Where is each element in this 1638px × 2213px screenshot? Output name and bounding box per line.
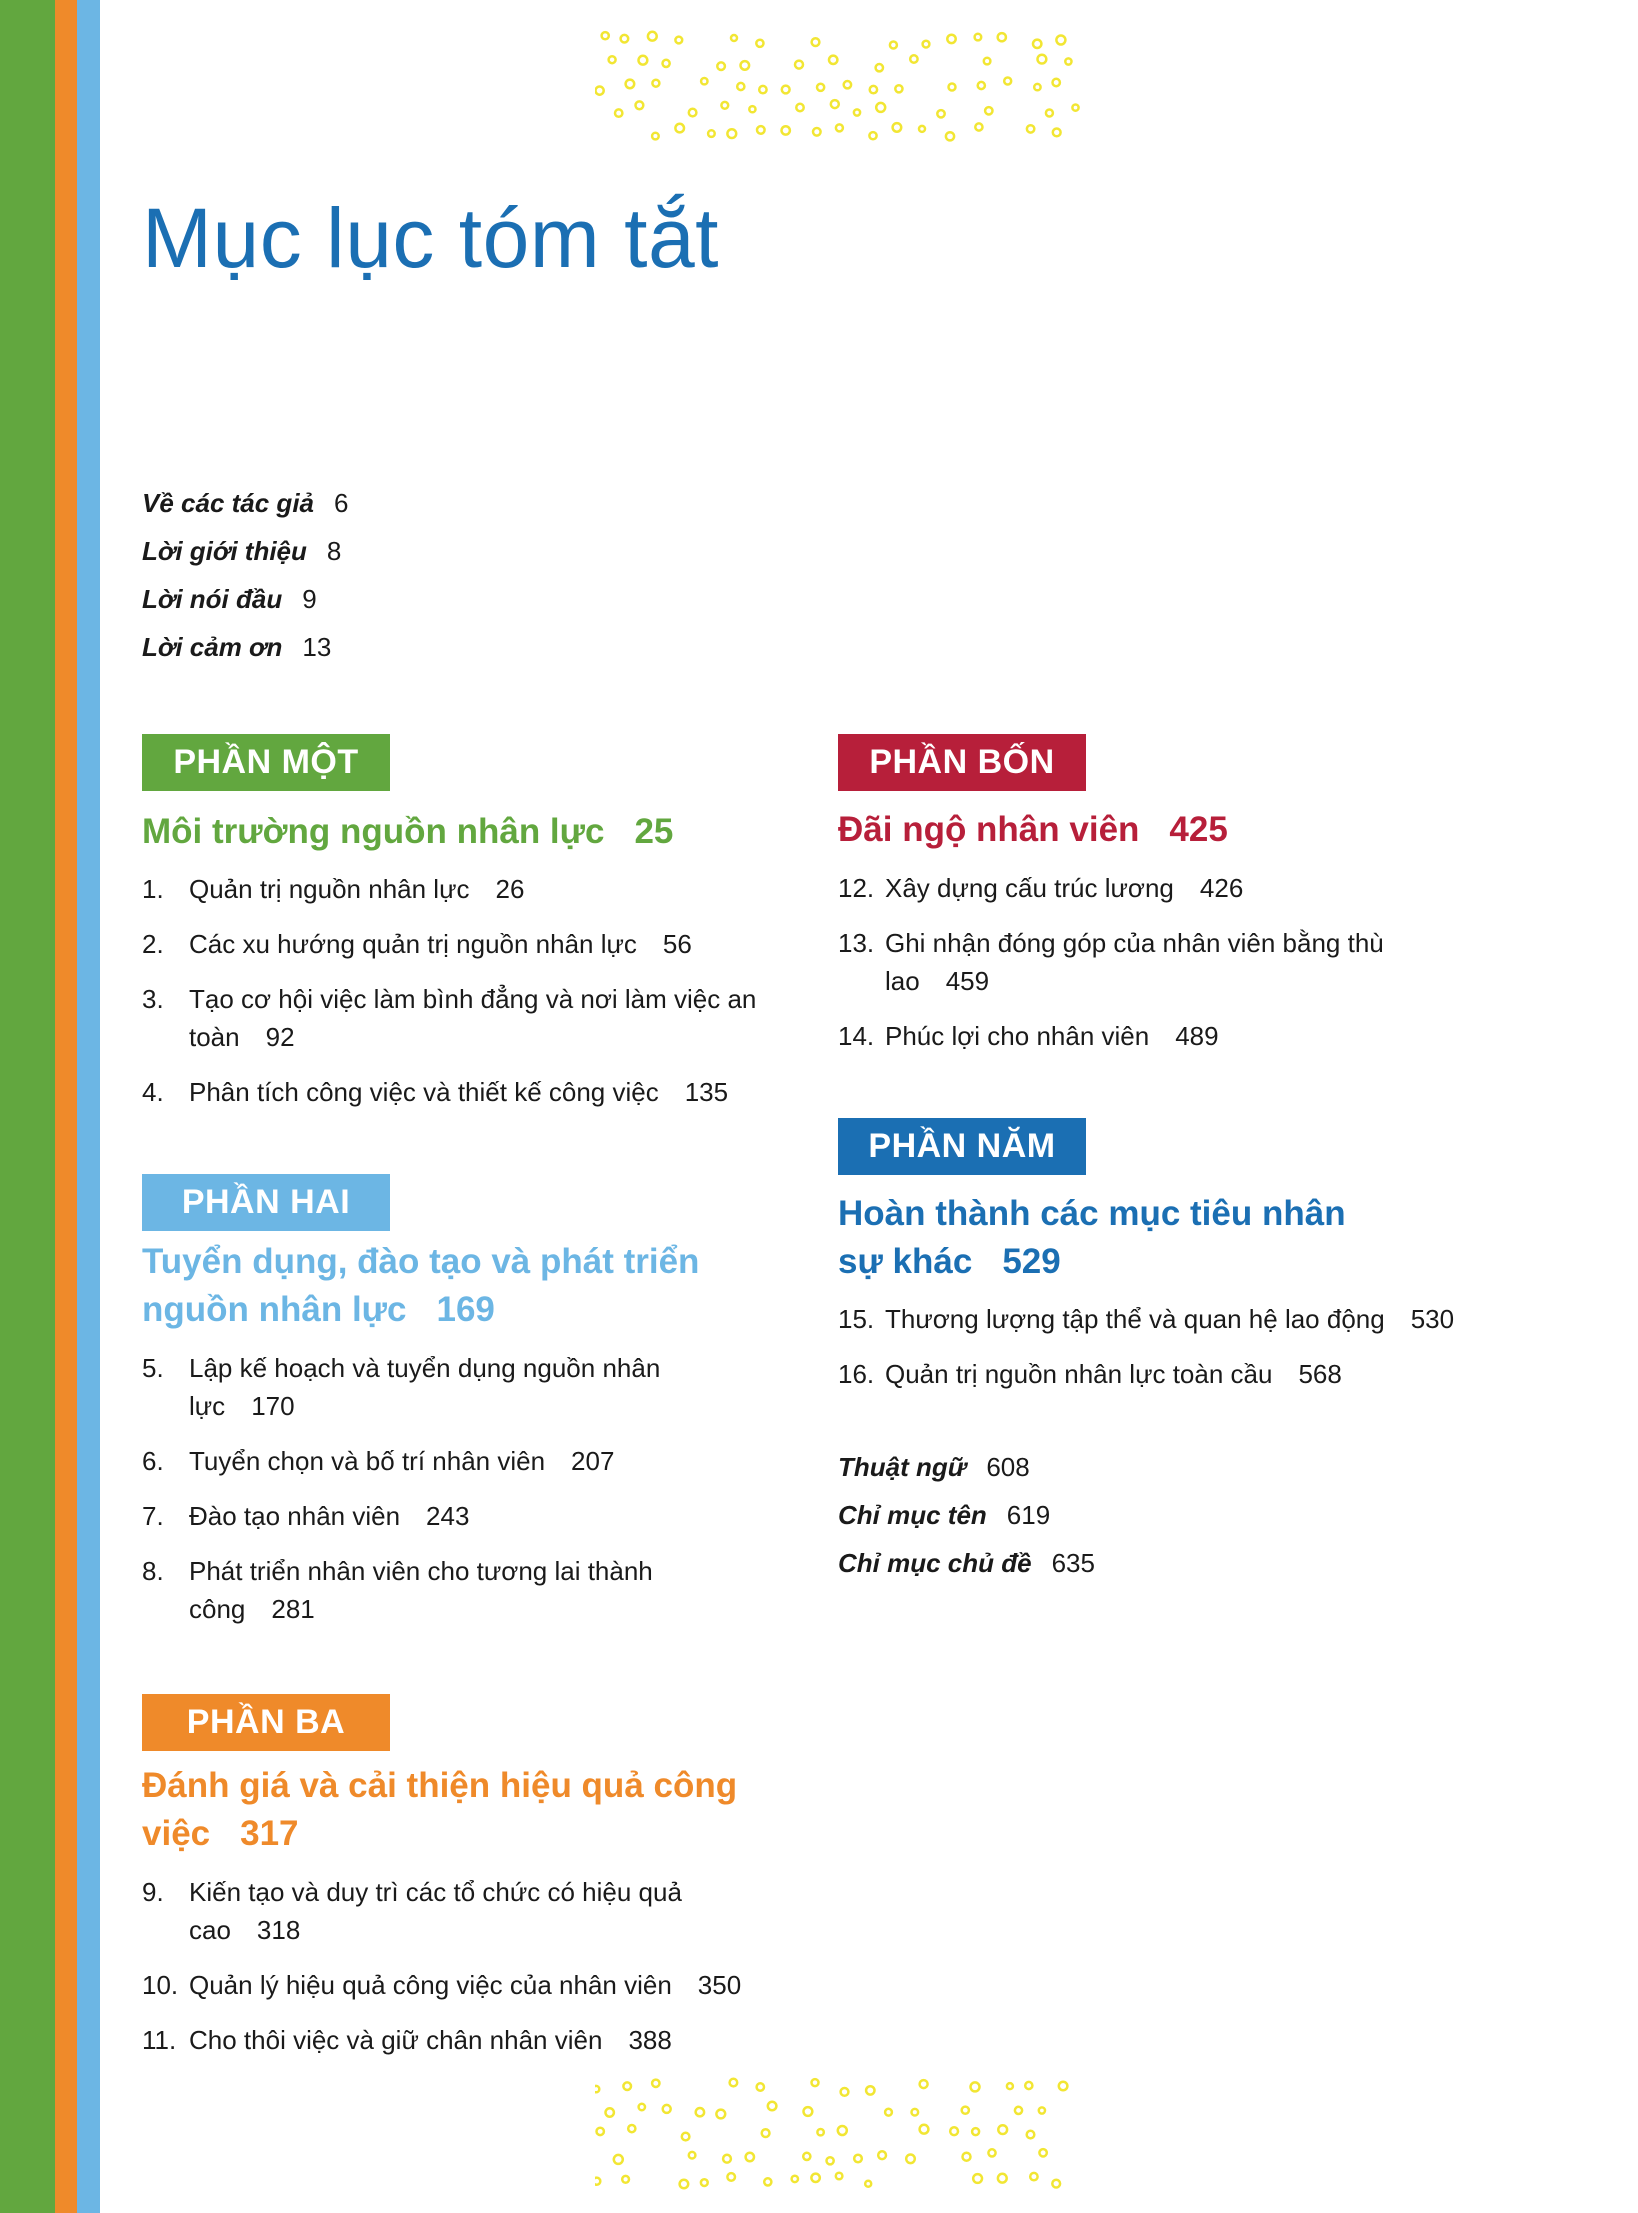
part-four-heading[interactable] (838, 806, 1458, 854)
decorative-dot (975, 34, 982, 41)
decorative-dot (602, 32, 609, 39)
decorative-dot (626, 80, 635, 89)
decorative-dot (792, 2176, 798, 2182)
decorative-dot (920, 2125, 929, 2134)
decorative-dot (1053, 79, 1060, 86)
decorative-dot (972, 2128, 979, 2135)
decorative-dot (606, 2108, 614, 2116)
decorative-dot (1059, 2082, 1068, 2091)
part-heading-page: 425 (1169, 810, 1228, 849)
entry-label: Chỉ mục chủ đề (838, 1548, 1032, 1578)
chapter-number: 2. (142, 929, 164, 959)
decorative-dot (648, 32, 657, 41)
decorative-dot (838, 2126, 847, 2135)
chapter-item[interactable] (142, 980, 809, 1056)
chapter-number: 9. (142, 1877, 164, 1907)
front-matter-item[interactable] (142, 630, 348, 678)
decorative-dot (675, 37, 682, 44)
decorative-dot (813, 128, 821, 136)
part-two-badge: PHẦN HAI (142, 1174, 390, 1231)
part-heading-page: 317 (240, 1814, 299, 1853)
decorative-dot (595, 2178, 600, 2185)
decorative-dot (782, 86, 790, 94)
decorative-dot (1034, 84, 1040, 90)
chapter-item[interactable] (838, 1017, 1438, 1055)
chapter-page: 281 (271, 1594, 315, 1624)
chapter-title: Các xu hướng quản trị nguồn nhân lực (189, 929, 637, 959)
chapter-item[interactable] (838, 1355, 1518, 1393)
decorative-dot (701, 78, 707, 84)
decorative-dot (812, 38, 820, 46)
decorative-dot (912, 2109, 919, 2116)
decorative-dot (731, 35, 737, 41)
part-heading-text: Đánh giá và cải thiện hiệu quả công việc (142, 1766, 738, 1853)
part-five-badge: PHẦN NĂM (838, 1118, 1086, 1175)
entry-page: 9 (302, 584, 317, 614)
decorative-dot (675, 124, 684, 133)
decorative-dot (1053, 129, 1061, 137)
decorative-dot (730, 2079, 738, 2087)
decorative-dot (1072, 105, 1078, 111)
decorative-dot (812, 2079, 819, 2086)
decorative-dot (762, 2129, 770, 2137)
decorative-dot (721, 102, 728, 109)
chapter-page: 243 (426, 1501, 470, 1531)
chapter-item[interactable] (142, 1966, 822, 2004)
entry-label: Thuật ngữ (838, 1452, 967, 1482)
part-three-heading[interactable] (142, 1762, 742, 1858)
decorative-dot (854, 2155, 862, 2163)
decorative-dot (639, 2104, 645, 2110)
decorative-dot (615, 109, 622, 116)
decorative-dot (756, 40, 763, 47)
entry-page: 619 (1006, 1500, 1051, 1530)
chapter-page: 92 (265, 1022, 295, 1052)
decorative-dot (949, 84, 956, 91)
chapter-title: Đào tạo nhân viên (189, 1501, 401, 1531)
chapter-title: Tạo cơ hội việc làm bình đẳng và nơi làm việc an toàn (189, 984, 757, 1052)
chapter-title: Tuyển chọn và bố trí nhân viên (189, 1446, 546, 1476)
chapter-number: 10. (142, 1970, 179, 2000)
decorative-dot (1038, 55, 1047, 64)
decorative-dot (971, 2082, 980, 2091)
decorative-dot (609, 56, 616, 63)
decorative-dot (595, 2086, 599, 2092)
green-side-stripe (0, 0, 55, 2213)
chapter-title: Phát triển nhân viên cho tương lai thành công (189, 1556, 653, 1624)
chapter-item[interactable] (838, 869, 1438, 907)
chapter-page: 388 (628, 2025, 672, 2055)
chapter-item[interactable] (142, 870, 802, 908)
chapter-number: 3. (142, 984, 164, 1014)
decorative-dot (639, 56, 648, 65)
chapter-title: Quản trị nguồn nhân lực (189, 874, 470, 904)
decorative-dot (717, 62, 725, 70)
decorative-dot (827, 2157, 834, 2164)
part-heading-text: Môi trường nguồn nhân lực (142, 812, 605, 851)
decorative-dot (757, 2083, 764, 2090)
part-heading-text: Hoàn thành các mục tiêu nhân sự khác (838, 1194, 1346, 1281)
chapter-item[interactable] (142, 1442, 742, 1480)
decorative-dot (937, 110, 944, 117)
front-matter-item[interactable] (142, 582, 348, 630)
decorative-dot (829, 56, 837, 64)
decorative-dot (978, 82, 985, 89)
decorative-dot (741, 61, 750, 70)
chapter-page: 207 (571, 1446, 615, 1476)
part-two-heading[interactable] (142, 1238, 762, 1334)
decorative-dot (663, 2105, 671, 2113)
decorative-dot (1030, 2173, 1037, 2180)
decorative-dot (998, 2125, 1007, 2134)
chapter-page: 56 (662, 929, 692, 959)
part-five-chapters (838, 1300, 1518, 1410)
decorative-dot (1007, 2083, 1013, 2089)
decorative-dot (1027, 125, 1034, 132)
top-dot-pattern (595, 30, 1085, 148)
chapter-item[interactable] (142, 1497, 742, 1535)
decorative-dot (746, 2153, 754, 2161)
decorative-dot (768, 2102, 777, 2111)
chapter-title: Phúc lợi cho nhân viên (885, 1021, 1150, 1051)
part-heading-page: 25 (634, 812, 674, 851)
decorative-dot (708, 130, 715, 137)
decorative-dot (988, 2149, 995, 2156)
chapter-item[interactable] (838, 1300, 1518, 1338)
decorative-dot (975, 123, 982, 130)
decorative-dot (727, 2173, 735, 2181)
decorative-dot (663, 60, 670, 67)
chapter-title: Thương lượng tập thể và quan hệ lao động (885, 1304, 1385, 1334)
decorative-dot (876, 103, 885, 112)
chapter-page: 135 (684, 1077, 729, 1107)
chapter-page: 568 (1298, 1359, 1342, 1389)
decorative-dot (696, 2108, 704, 2116)
chapter-item[interactable] (142, 1349, 709, 1425)
chapter-number: 13. (838, 928, 875, 958)
chapter-page: 530 (1410, 1304, 1455, 1334)
part-two-chapters (142, 1349, 742, 1645)
decorative-dot (811, 2174, 819, 2182)
chapter-page: 350 (697, 1970, 742, 2000)
entry-label: Lời nói đầu (142, 584, 283, 614)
decorative-dot (689, 2152, 696, 2159)
orange-side-stripe (55, 0, 77, 2213)
decorative-dot (836, 2173, 843, 2180)
decorative-dot (636, 101, 644, 109)
part-one-badge: PHẦN MỘT (142, 734, 390, 791)
decorative-dot (597, 2128, 604, 2135)
front-matter-list (142, 486, 348, 678)
decorative-dot (817, 84, 824, 91)
decorative-dot (628, 2125, 635, 2132)
decorative-dot (652, 133, 659, 140)
chapter-number: 11. (142, 2025, 177, 2055)
decorative-dot (895, 85, 902, 92)
decorative-dot (919, 126, 925, 132)
chapter-number: 12. (838, 873, 875, 903)
decorative-dot (870, 86, 877, 93)
chapter-item[interactable] (142, 1873, 709, 1949)
chapter-title: Phân tích công việc và thiết kế công việc (189, 1077, 659, 1107)
chapter-number: 4. (142, 1077, 164, 1107)
part-three-badge: PHẦN BA (142, 1694, 390, 1751)
decorative-dot (817, 2129, 823, 2135)
decorative-dot (950, 2127, 958, 2135)
decorative-dot (759, 86, 766, 93)
entry-label: Chỉ mục tên (838, 1500, 987, 1530)
front-matter-item[interactable] (142, 486, 348, 534)
decorative-dot (923, 41, 930, 48)
chapter-page: 426 (1199, 873, 1244, 903)
decorative-dot (865, 2181, 871, 2187)
bottom-dot-pattern (595, 2077, 1085, 2195)
decorative-dot (621, 35, 629, 43)
chapter-page: 26 (495, 874, 525, 904)
decorative-dot (836, 124, 843, 131)
chapter-title: Quản trị nguồn nhân lực toàn cầu (885, 1359, 1273, 1389)
decorative-dot (796, 104, 803, 111)
decorative-dot (623, 2082, 631, 2090)
part-four-chapters (838, 869, 1438, 1072)
decorative-dot (622, 2176, 629, 2183)
chapter-number: 16. (838, 1359, 875, 1389)
chapter-number: 8. (142, 1556, 164, 1586)
entry-label: Lời giới thiệu (142, 536, 307, 566)
entry-page: 13 (302, 632, 332, 662)
decorative-dot (998, 33, 1006, 41)
decorative-dot (596, 87, 604, 95)
decorative-dot (998, 2174, 1007, 2183)
part-four-badge: PHẦN BỐN (838, 734, 1086, 791)
blue-side-stripe (77, 0, 100, 2213)
entry-label: Lời cảm ơn (142, 632, 283, 662)
decorative-dot (757, 126, 765, 134)
chapter-item[interactable] (142, 1073, 802, 1111)
chapter-number: 7. (142, 1501, 164, 1531)
chapter-title: Cho thôi việc và giữ chân nhân viên (189, 2025, 603, 2055)
decorative-dot (727, 129, 736, 138)
back-matter-item[interactable] (838, 1498, 1095, 1546)
chapter-number: 6. (142, 1446, 164, 1476)
front-matter-item[interactable] (142, 534, 348, 582)
decorative-dot (680, 2180, 689, 2189)
chapter-page: 170 (251, 1391, 295, 1421)
decorative-dot (920, 2080, 928, 2088)
chapter-title: Lập kế hoạch và tuyển dụng nguồn nhân lực (189, 1353, 661, 1421)
decorative-dot (795, 61, 803, 69)
decorative-dot (1015, 2107, 1022, 2114)
part-heading-page: 169 (436, 1290, 495, 1329)
decorative-dot (723, 2155, 731, 2163)
part-one-heading[interactable] (142, 808, 762, 856)
chapter-page: 318 (256, 1915, 301, 1945)
chapter-number: 1. (142, 874, 164, 904)
decorative-dot (866, 2086, 874, 2094)
decorative-dot (716, 2110, 725, 2119)
decorative-dot (985, 107, 992, 114)
page-title: Mục lục tóm tắt (142, 191, 720, 285)
decorative-dot (1004, 78, 1011, 85)
decorative-dot (689, 109, 697, 117)
decorative-dot (906, 2155, 915, 2164)
chapter-title: Xây dựng cấu trúc lương (885, 873, 1174, 903)
decorative-dot (764, 2178, 771, 2185)
entry-page: 6 (334, 488, 349, 518)
decorative-dot (973, 2174, 982, 2183)
chapter-page: 459 (945, 966, 990, 996)
decorative-dot (885, 2109, 892, 2116)
chapter-number: 14. (838, 1021, 875, 1051)
chapter-number: 5. (142, 1353, 164, 1383)
decorative-dot (910, 55, 917, 62)
entry-label: Về các tác giả (142, 488, 314, 518)
decorative-dot (869, 132, 876, 139)
decorative-dot (782, 126, 790, 134)
decorative-dot (1046, 110, 1053, 117)
decorative-dot (652, 2080, 659, 2087)
part-heading-text: Tuyển dụng, đào tạo và phát triển nguồn nhân lực (142, 1242, 700, 1329)
entry-page: 635 (1051, 1548, 1095, 1578)
decorative-dot (701, 2179, 708, 2186)
decorative-dot (1052, 2180, 1060, 2188)
part-heading-page: 529 (1002, 1242, 1061, 1281)
decorative-dot (804, 2107, 813, 2116)
decorative-dot (893, 123, 902, 132)
chapter-item[interactable] (142, 2021, 822, 2059)
decorative-dot (682, 2133, 690, 2141)
decorative-dot (962, 2107, 969, 2114)
part-three-chapters (142, 1873, 822, 2076)
decorative-dot (878, 2151, 886, 2159)
part-five-heading[interactable] (838, 1190, 1398, 1286)
chapter-item[interactable] (142, 1552, 709, 1628)
decorative-dot (737, 83, 744, 90)
back-matter-item[interactable] (838, 1450, 1095, 1498)
decorative-dot (1039, 2107, 1045, 2113)
decorative-dot (854, 109, 860, 115)
decorative-dot (844, 81, 851, 88)
chapter-page: 489 (1175, 1021, 1219, 1051)
part-heading-text: Đãi ngộ nhân viên (838, 810, 1140, 849)
decorative-dot (947, 35, 955, 43)
decorative-dot (890, 42, 897, 49)
back-matter-item[interactable] (838, 1546, 1095, 1594)
decorative-dot (614, 2155, 623, 2164)
decorative-dot (1039, 2149, 1046, 2156)
chapter-item[interactable] (838, 924, 1455, 1000)
decorative-dot (1025, 2082, 1032, 2089)
chapter-title: Ghi nhận đóng góp của nhân viên bằng thù lao (885, 928, 1384, 996)
entry-page: 608 (986, 1452, 1030, 1482)
decorative-dot (876, 64, 883, 71)
decorative-dot (1056, 36, 1065, 45)
chapter-title: Quản lý hiệu quả công việc của nhân viên (189, 1970, 672, 2000)
chapter-title: Kiến tạo và duy trì các tổ chức có hiệu quả cao (189, 1877, 682, 1945)
decorative-dot (963, 2153, 971, 2161)
decorative-dot (749, 106, 755, 112)
decorative-dot (803, 2153, 810, 2160)
entry-page: 8 (326, 536, 342, 566)
decorative-dot (1065, 58, 1071, 64)
decorative-dot (984, 58, 991, 65)
decorative-dot (946, 132, 954, 140)
decorative-dot (1027, 2131, 1035, 2139)
chapter-item[interactable] (142, 925, 802, 963)
decorative-dot (1033, 40, 1041, 48)
part-one-chapters (142, 870, 802, 1128)
decorative-dot (652, 80, 659, 87)
decorative-dot (841, 2088, 849, 2096)
decorative-dot (831, 100, 839, 108)
back-matter-list (838, 1450, 1095, 1594)
chapter-number: 15. (838, 1304, 875, 1334)
